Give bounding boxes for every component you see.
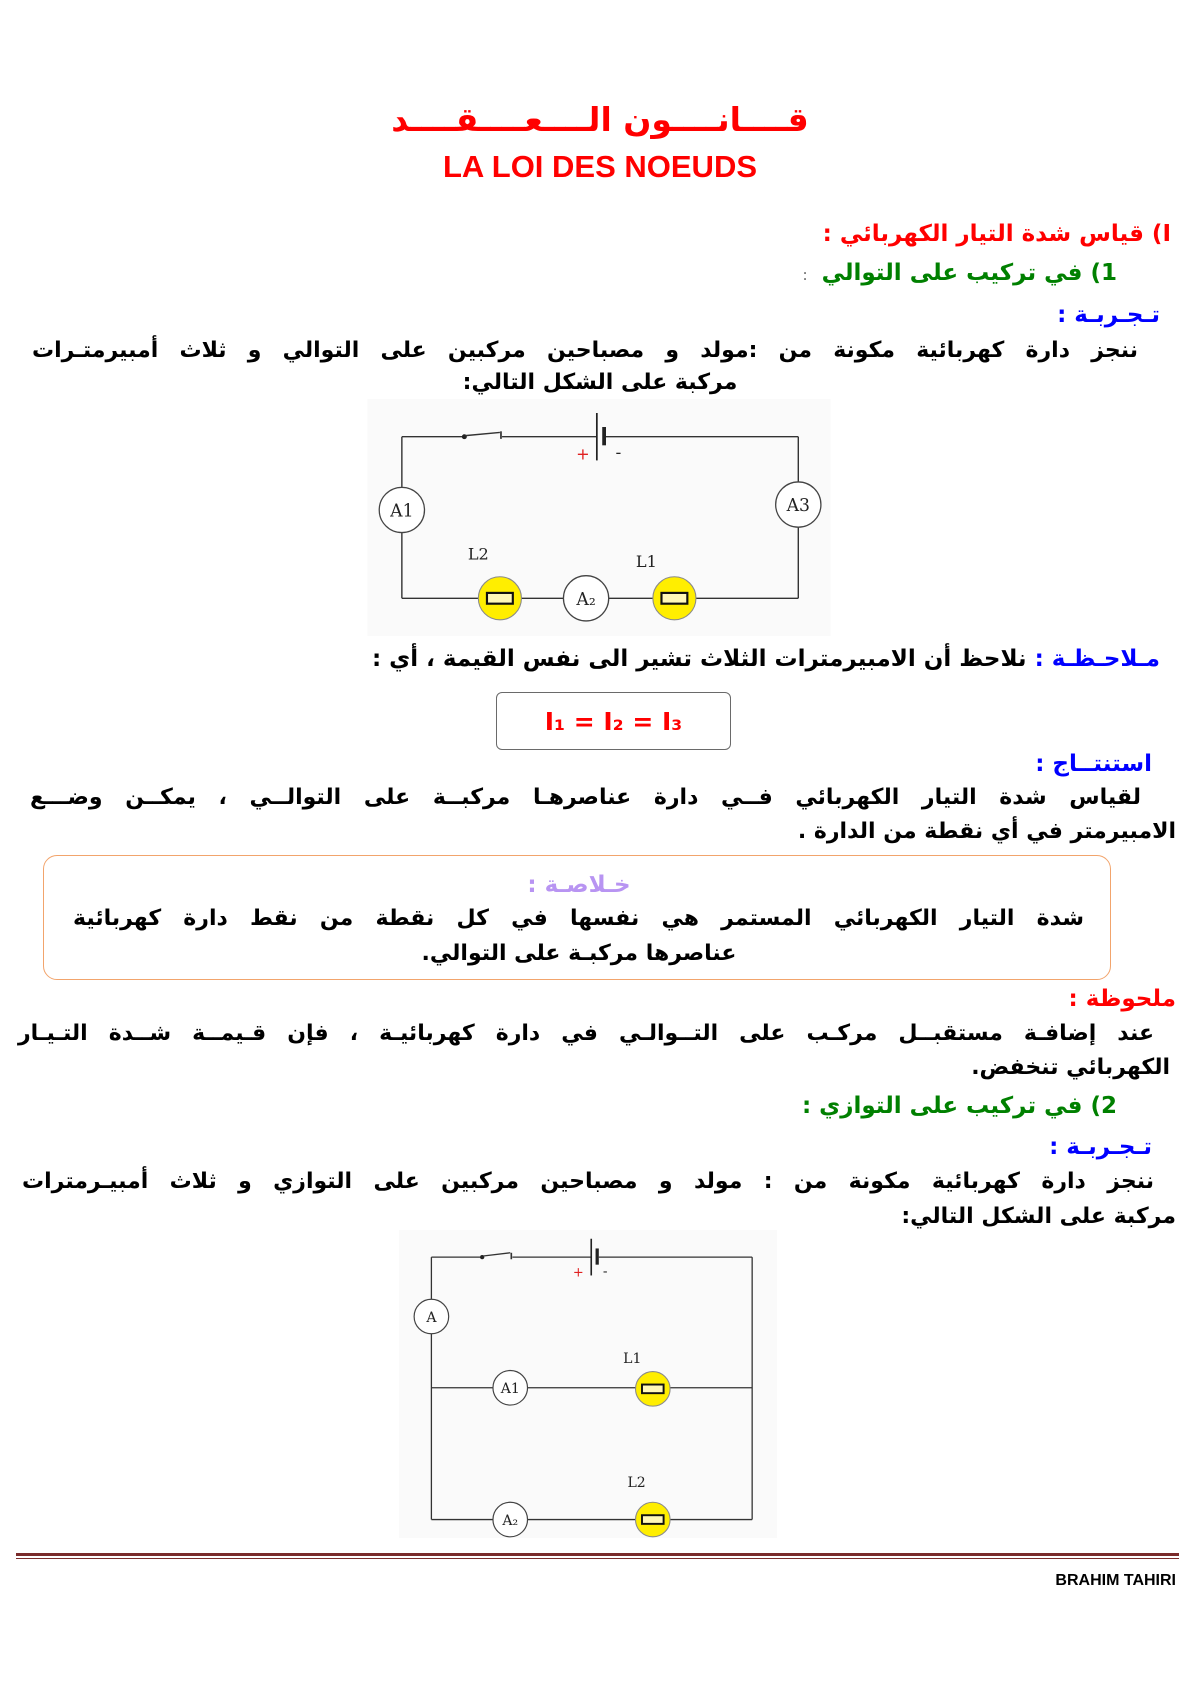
series-conclusion-line-1: لقياس شدة التيار الكهربائي فــي دارة عناصرهـا مركبــة على التوالــي ، يمكــن وضـــع <box>30 785 1141 810</box>
series-section-heading <box>803 256 1118 292</box>
ammeter-a2 <box>563 576 608 621</box>
battery-minus-sign: - <box>602 1264 608 1280</box>
series-conclusion-line-2: الامبيرمتر في أي نقطة من الدارة . <box>797 819 1176 844</box>
ammeter-a2 <box>493 1502 528 1537</box>
ammeter-a1-label: A1 <box>500 1381 520 1398</box>
lamp-l1-label: L1 <box>635 552 657 572</box>
parallel-experiment-label: تـجـربـة : <box>1049 1134 1152 1160</box>
author-name: BRAHIM TAHIRI <box>1055 1572 1176 1589</box>
series-experiment-line-2: مركبة على الشكل التالي: <box>462 370 738 395</box>
ammeter-a3-label: A3 <box>786 496 810 517</box>
lamp-l2 <box>478 577 521 620</box>
observation-label: مـلاحـظـة : <box>1034 646 1160 672</box>
summary-label: خـلاصـة : <box>527 872 631 898</box>
lamp-l1 <box>636 1372 671 1407</box>
series-observation <box>372 642 1160 676</box>
note-line-1: عند إضافـة مستقبــل مركـب على التــوالـي في دارة كهربائيـة ، فإن قـيمــة شــدة التـيـار <box>18 1021 1154 1046</box>
part1-heading: I) قياس شدة التيار الكهربائي : <box>822 221 1171 247</box>
lamp-l1 <box>653 577 696 620</box>
parallel-experiment-line-1: ننجز دارة كهربائية مكونة من : مولد و مصباحين مركبين على التوازي و ثلاث أمبيـرمترات <box>22 1169 1154 1194</box>
observation-text: نلاحظ أن الامبيرمترات الثلاث تشير الى نفس القيمة ، أي : <box>371 646 1035 672</box>
battery-short-plate <box>596 1248 599 1264</box>
summary-line-1: شدة التيار الكهربائي المستمر هي نفسها في كل نقطة من نقط دارة كهربائية <box>73 906 1084 931</box>
lamp-l1-label: L1 <box>623 1350 642 1367</box>
ammeter-a3 <box>776 482 821 527</box>
formula-box <box>496 692 731 750</box>
lamp-l2-label: L2 <box>467 544 489 564</box>
lamp-filament <box>642 1385 664 1394</box>
lamp-l2 <box>636 1502 671 1537</box>
ammeter-a <box>414 1299 449 1334</box>
page-title-arabic: قــــانــــون الــــعــــقــــد <box>391 100 809 139</box>
summary-line-2: عناصرها مركبـة على التوالي. <box>421 941 737 966</box>
battery-plus-sign: + <box>576 444 590 464</box>
note-label: ملحوظة : <box>1068 986 1176 1012</box>
note-line-2: الكهربائي تنخفض. <box>971 1055 1170 1080</box>
lamp-l2-label: L2 <box>627 1475 646 1492</box>
series-heading-text: 1) في تركيب على التوالي <box>821 260 1117 286</box>
ammeter-a2-label: A₂ <box>576 589 596 610</box>
series-experiment-label: تـجـربـة : <box>1057 302 1160 328</box>
series-experiment-line-1: ننجز دارة كهربائية مكونة من :مولد و مصباحين مركبين على التوالي و ثلاث أمبيرمتـرات <box>32 338 1138 363</box>
lamp-filament <box>642 1515 664 1524</box>
battery-plus-sign: + <box>572 1265 584 1281</box>
series-conclusion-label: استنتــاج : <box>1035 751 1152 777</box>
ammeter-a1-label: A1 <box>390 501 414 522</box>
lamp-filament <box>487 593 513 604</box>
series-heading-colon: : <box>802 266 808 284</box>
diagram-background <box>399 1230 777 1538</box>
parallel-section-heading: 2) في تركيب على التوازي : <box>801 1093 1117 1119</box>
lamp-filament <box>661 593 687 604</box>
battery-short-plate <box>602 427 606 445</box>
ammeter-a2-label: A₂ <box>502 1512 519 1529</box>
parallel-experiment-line-2: مركبة على الشكل التالي: <box>901 1204 1176 1229</box>
ammeter-a1 <box>493 1371 528 1406</box>
parallel-circuit-diagram <box>399 1230 777 1538</box>
current-equality-formula: I₁ = I₂ = I₃ <box>544 706 683 736</box>
page-title-french: LA LOI DES NOEUDS <box>442 149 758 184</box>
ammeter-a-label: A <box>426 1309 437 1326</box>
ammeter-a1 <box>379 487 424 532</box>
series-circuit-diagram <box>367 399 831 636</box>
footer-divider <box>16 1553 1179 1559</box>
battery-minus-sign: - <box>615 443 622 463</box>
